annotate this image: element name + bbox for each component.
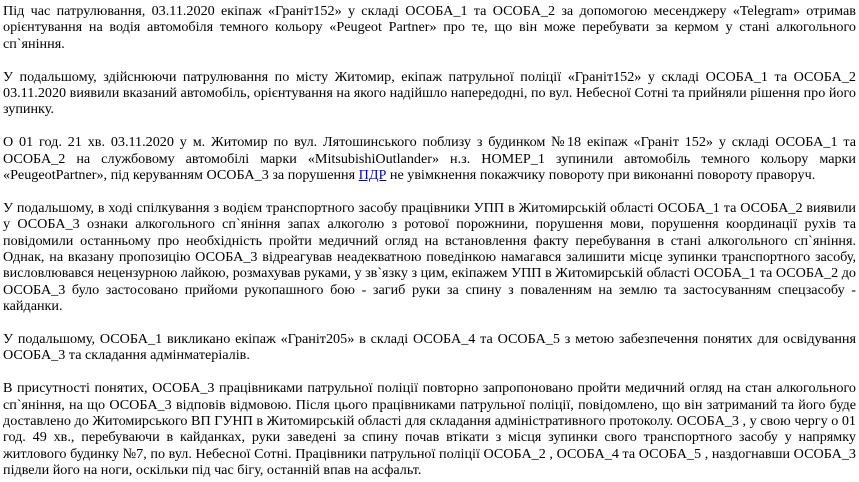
paragraph-3-text-after: не увімкнення покажчику повороту при виконанні повороту праворуч. — [386, 167, 816, 184]
paragraph-4: У подальшому, в ході спілкування з водієм транспортного засобу працівники УПП в Житомирській області ОСОБА_1 та ОСОБА_2 виявили у ОСОБА_3 ознаки алкогольного сп`яніння запах алкоголю з ротової порожнини, порушення мови, порушення координації рухів та повідомили останньому про необхідність пройти медичний огляд на встановлення факту перебування в стані алкогольного сп`яніння. Однак, на вказану пропозицію ОСОБА_3 відреагував неадекватною поведінкою намагався залишити місце зупинки транспортного засобу, висловлювався нецензурною лайкою, розмахував руками, у зв`язку з цим, екіпажем УПП в Житомирській області ОСОБА_1 та ОСОБА_2 до ОСОБА_3 було застосовано прийоми рукопашного бою - загиб руки за спину з поваленням на землю та застосуванням спецзасобу - кайданки. — [3, 199, 856, 315]
paragraph-6: В присутності понятих, ОСОБА_3 працівниками патрульної поліції повторно запропоновано пройти медичний огляд на стан алкогольного сп`яніння, на що ОСОБА_3 відповів відмовою. Після цього працівниками патрульної поліції, повідомлено, що він затриманий та його буде доставлено до Житомирського ВП ГУНП в Житомирській області для складання адміністративного протоколу. ОСОБА_3 , у свою чергу о 01 год. 49 хв., перебуваючи в кайданках, руки заведені за спину почав втікати з місця зупинки свого транспортного засобу у напрямку житлового будинку №7, по вул. Небесної Сотні. Працівники патрульної поліції ОСОБА_2 , ОСОБА_4 та ОСОБА_5 , наздогнавши ОСОБА_3 підвели його на ноги, оскільки під час бігу, останній впав на асфальт. — [3, 380, 856, 479]
paragraph-1: Під час патрулювання, 03.11.2020 екіпаж «Граніт152» у складі ОСОБА_1 та ОСОБА_2 за допомогою месенджеру «Telegram» отримав орієнтування на водія автомобіля темного кольору «Peugeot Partner» про те, що він може перебувати за кермом у стані алкогольного сп`яніння. — [3, 3, 856, 52]
pdr-link[interactable]: ПДР — [358, 167, 387, 184]
paragraph-5: У подальшому, ОСОБА_1 викликано екіпаж «Граніт205» в складі ОСОБА_4 та ОСОБА_5 з метою забезпечення понятих для освідування ОСОБА_3 та складання адмінматеріалів. — [3, 331, 856, 364]
paragraph-2: У подальшому, здійснюючи патрулювання по місту Житомир, екіпаж патрульної поліції «Граніт152» у складі ОСОБА_1 та ОСОБА_2 03.11.2020 виявили вказаний автомобіль, орієнтування на якого надійшло напередодні, по вул. Небесної Сотні та прийняли рішення про його зупинку. — [3, 68, 856, 118]
document-body — [3, 3, 856, 479]
paragraph-3 — [3, 134, 856, 183]
paragraph-3-text-before: О 01 год. 21 хв. 03.11.2020 у м. Житомир по вул. Лятошинського поблизу з будинком №18 екіпаж «Граніт 152» у складі ОСОБА_1 та ОСОБА_2 на службовому автомобілі марки «MitsubishiOutlander» н.з. НОМЕР_1 зупинили автомобіль темного кольору марки «PeugeotPartner», під керуванням ОСОБА_3 за порушення — [3, 134, 856, 184]
